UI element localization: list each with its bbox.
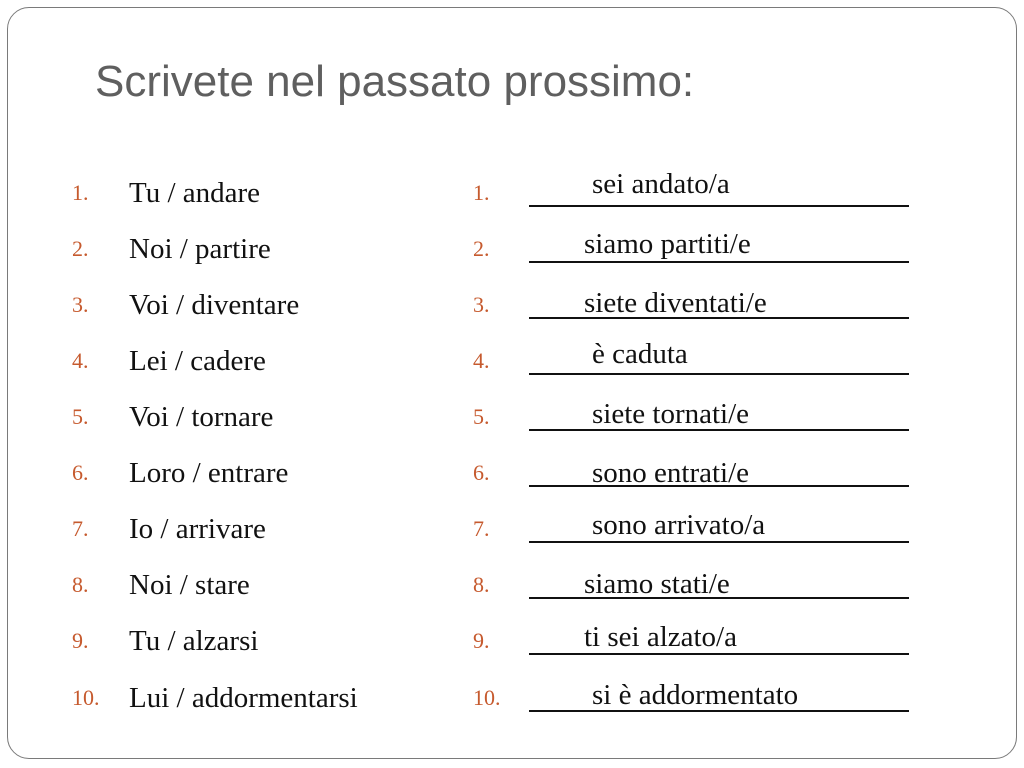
item-number: 6. (72, 460, 89, 485)
item-number: 9. (72, 628, 89, 653)
item-number: 2. (473, 236, 490, 261)
answer-text: siete diventati/e (584, 287, 767, 319)
prompt-text: Io / arrivare (129, 513, 266, 545)
slide (7, 7, 1017, 759)
answer-blank-line[interactable] (529, 205, 909, 207)
item-number: 10. (473, 685, 501, 710)
prompt-text: Noi / stare (129, 569, 250, 601)
item-number: 5. (72, 404, 89, 429)
slide-title: Scrivete nel passato prossimo: (95, 57, 695, 106)
item-number: 1. (473, 180, 490, 205)
item-number: 7. (72, 516, 89, 541)
item-number: 2. (72, 236, 89, 261)
prompt-text: Noi / partire (129, 233, 271, 265)
answer-blank-line[interactable] (529, 373, 909, 375)
answer-blank-line[interactable] (529, 261, 909, 263)
prompt-text: Voi / tornare (129, 401, 274, 433)
answer-text: sono arrivato/a (592, 509, 766, 541)
item-number: 5. (473, 404, 490, 429)
answer-text: ti sei alzato/a (584, 621, 737, 653)
item-number: 10. (72, 685, 100, 710)
answer-text: siamo stati/e (584, 568, 730, 600)
item-number: 9. (473, 628, 490, 653)
answer-text: è caduta (592, 338, 688, 370)
prompt-text: Loro / entrare (129, 457, 289, 489)
item-number: 4. (72, 348, 89, 373)
item-number: 8. (72, 572, 89, 597)
item-number: 3. (473, 292, 490, 317)
prompt-text: Lui / addormentarsi (129, 682, 358, 714)
prompt-text: Tu / alzarsi (129, 625, 259, 657)
item-number: 4. (473, 348, 490, 373)
item-number: 3. (72, 292, 89, 317)
prompt-text: Voi / diventare (129, 289, 300, 321)
answer-text: siamo partiti/e (584, 228, 751, 260)
answer-text: sei andato/a (592, 168, 730, 200)
item-number: 8. (473, 572, 490, 597)
item-number: 1. (72, 180, 89, 205)
prompt-text: Tu / andare (129, 177, 261, 209)
answer-text: siete tornati/e (592, 398, 750, 430)
answer-text: sono entrati/e (592, 457, 750, 489)
answer-text: si è addormentato (592, 679, 799, 711)
prompt-text: Lei / cadere (129, 345, 266, 377)
item-number: 6. (473, 460, 490, 485)
item-number: 7. (473, 516, 490, 541)
